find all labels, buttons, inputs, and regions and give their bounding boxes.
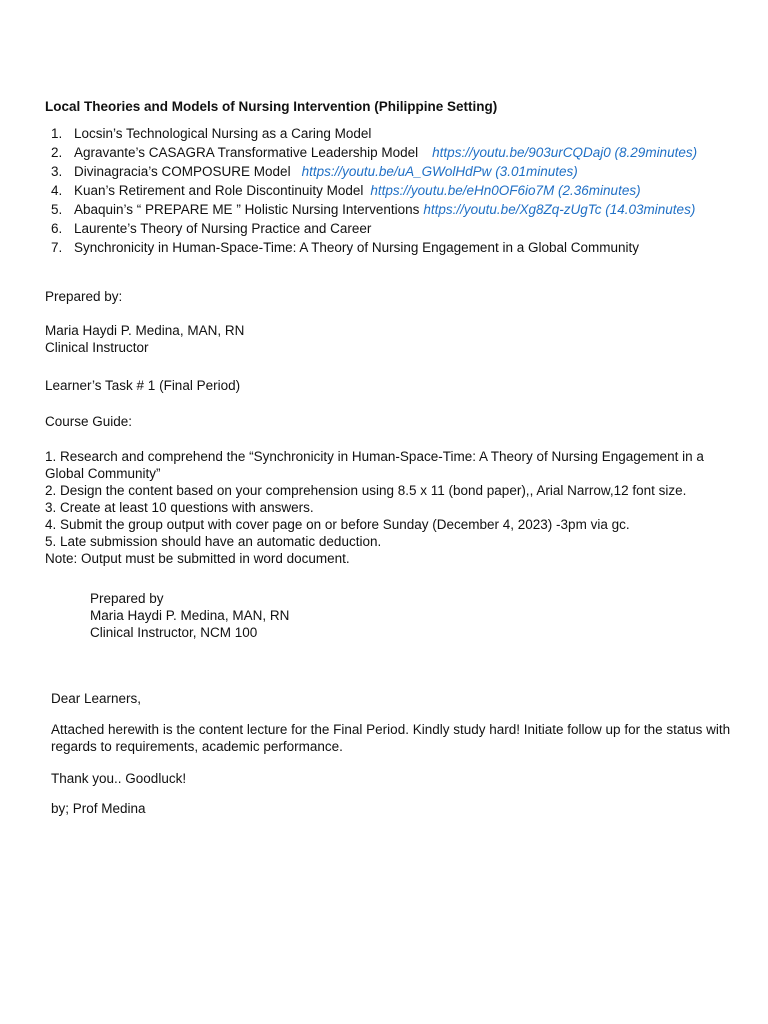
course-guide-item: 5. Late submission should have an automatic deduction. bbox=[45, 534, 382, 549]
theory-number: 1. bbox=[51, 126, 63, 141]
theory-title: Divinagracia’s COMPOSURE Model bbox=[74, 164, 291, 179]
preparer-role: Clinical Instructor bbox=[45, 340, 149, 355]
signature-role: Clinical Instructor, NCM 100 bbox=[90, 625, 258, 640]
course-guide-label: Course Guide: bbox=[45, 414, 133, 429]
video-link[interactable]: https://youtu.be/uA_GWolHdPw bbox=[301, 164, 492, 179]
theory-title: Locsin’s Technological Nursing as a Caring Model bbox=[74, 126, 372, 141]
video-duration: (2.36minutes) bbox=[558, 183, 641, 198]
course-guide-list bbox=[45, 448, 725, 567]
video-duration: (3.01minutes) bbox=[495, 164, 578, 179]
theory-number: 7. bbox=[51, 240, 63, 255]
letter-body: Attached herewith is the content lecture for the Final Period. Kindly study hard! Initiate follow up for the status with regards to requirements, academic performance. bbox=[51, 722, 731, 754]
theory-number: 3. bbox=[51, 164, 63, 179]
signature-block bbox=[90, 590, 289, 641]
theory-title: Abaquin’s “ PREPARE ME ” Holistic Nursing Interventions bbox=[74, 202, 420, 217]
prepared-by-label: Prepared by: bbox=[45, 289, 123, 304]
theory-number: 2. bbox=[51, 145, 63, 160]
video-link[interactable]: https://youtu.be/eHn0OF6io7M bbox=[370, 183, 555, 198]
course-guide-item: 4. Submit the group output with cover page on or before Sunday (December 4, 2023) -3pm via gc. bbox=[45, 517, 630, 532]
theory-number: 6. bbox=[51, 221, 63, 236]
learner-task: Learner’s Task # 1 (Final Period) bbox=[45, 378, 241, 393]
document-heading: Local Theories and Models of Nursing Intervention (Philippine Setting) bbox=[45, 99, 498, 114]
course-guide-item: 2. Design the content based on your comprehension using 8.5 x 11 (bond paper),, Arial Narrow,12 font size. bbox=[45, 483, 687, 498]
theory-title: Agravante’s CASAGRA Transformative Leadership Model bbox=[74, 145, 419, 160]
preparer-name: Maria Haydi P. Medina, MAN, RN bbox=[45, 323, 245, 338]
course-guide-item: 1. Research and comprehend the “Synchronicity in Human-Space-Time: A Theory of Nursing Engagement in a Global Community” bbox=[45, 449, 704, 481]
signature-name: Maria Haydi P. Medina, MAN, RN bbox=[90, 608, 290, 623]
letter-sign-off: by; Prof Medina bbox=[51, 801, 146, 816]
prepared-by-block bbox=[45, 288, 244, 356]
theory-number: 4. bbox=[51, 183, 63, 198]
video-link[interactable]: https://youtu.be/903urCQDaj0 bbox=[432, 145, 611, 160]
video-duration: (14.03minutes) bbox=[605, 202, 696, 217]
theory-title: Synchronicity in Human-Space-Time: A Theory of Nursing Engagement in a Global Community bbox=[74, 240, 640, 255]
video-duration: (8.29minutes) bbox=[614, 145, 698, 160]
theory-title: Kuan’s Retirement and Role Discontinuity Model bbox=[74, 183, 364, 198]
theory-title: Laurente’s Theory of Nursing Practice and Career bbox=[74, 221, 372, 236]
signature-label: Prepared by bbox=[90, 591, 164, 606]
course-guide-item: 3. Create at least 10 questions with answers. bbox=[45, 500, 314, 515]
letter-thanks: Thank you.. Goodluck! bbox=[51, 771, 187, 786]
letter-greeting: Dear Learners, bbox=[51, 691, 142, 706]
course-guide-note: Note: Output must be submitted in word document. bbox=[45, 551, 350, 566]
video-link[interactable]: https://youtu.be/Xg8Zq-zUgTc bbox=[423, 202, 602, 217]
theory-number: 5. bbox=[51, 202, 63, 217]
